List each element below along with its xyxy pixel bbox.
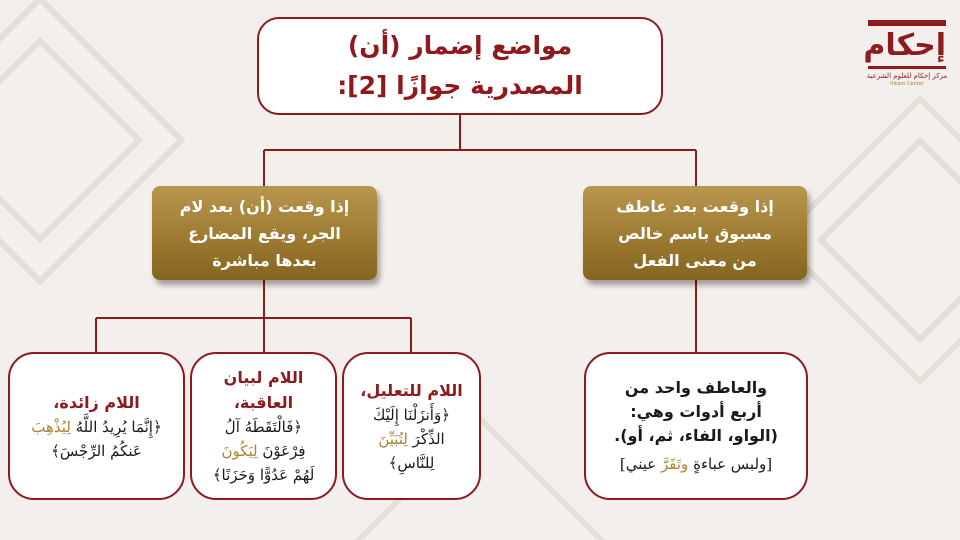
leaf-lam-taalil-verse: [373, 403, 450, 475]
example-highlight: وتَقَرَّ: [661, 455, 689, 473]
title-line-1: مواضع إضمار (أن): [347, 31, 573, 60]
verse-highlight: لِيُذْهِبَ: [31, 417, 71, 436]
verse-highlight: لِتُبَيِّنَ: [378, 429, 408, 448]
branch-right-line-2: مسبوق باسم خالص: [618, 223, 772, 243]
leaf-lam-aqiba-title-1: اللام لبيان: [223, 368, 304, 387]
logo-subtitle: مركز إحكام للعلوم الشرعية: [866, 72, 948, 80]
verse-text: ﴿إِنَّمَا يُرِيدُ اللَّهُ: [70, 417, 162, 436]
title-line-2: المصدرية جوازًا [2]:: [337, 71, 583, 100]
branch-left-line-1: إذا وقعت (أن) بعد لام: [179, 196, 350, 216]
verse-text: لَهُمْ عَدُوًّا وَحَزَنًا﴾: [212, 466, 315, 484]
verse-text: عَنكُمُ الرِّجْسَ﴾: [51, 441, 142, 460]
leaf-lam-aqiba-verse: [213, 415, 315, 487]
verse-text: ﴿وَأَنزَلْنَا إِلَيْكَ: [373, 405, 450, 424]
example-text: عيني]: [619, 455, 662, 473]
branch-left-line-2: الجر، ويقع المضارع: [188, 223, 341, 243]
branch-right-line-1: إذا وقعت بعد عاطف: [616, 196, 774, 216]
leaf-conjunction-line-2: أربع أدوات وهي:: [630, 402, 762, 421]
example-text: [ولبس عباءةٍ: [688, 455, 773, 473]
branch-right-line-3: من معنى الفعل: [633, 250, 757, 270]
leaf-conjunction: [584, 352, 808, 500]
leaf-lam-zaida: [8, 352, 185, 500]
leaf-lam-aqiba-title-2: العاقبة،: [233, 393, 294, 412]
branch-lam-jarr: [152, 186, 377, 280]
brand-logo: [862, 20, 952, 90]
verse-text: ﴿فَالْتَقَطَهُ آلُ: [224, 418, 303, 436]
logo-mark: إحكام: [868, 20, 946, 69]
branch-left-line-3: بعدها مباشرة: [212, 250, 317, 270]
leaf-conjunction-example: [620, 452, 772, 476]
verse-text: لِلنَّاسِ﴾: [388, 453, 435, 472]
verse-text: فِرْعَوْنَ: [257, 442, 306, 460]
verse-text: الذِّكْرَ: [407, 429, 445, 448]
branch-conjunction: [583, 186, 807, 280]
leaf-lam-taalil-title: اللام للتعليل،: [360, 380, 463, 400]
leaf-lam-zaida-verse: [31, 415, 162, 463]
logo-tagline: Ihkam Center: [890, 81, 924, 87]
leaf-conjunction-line-1: والعاطف واحد من: [624, 378, 768, 397]
leaf-lam-aqiba: [190, 352, 337, 500]
leaf-conjunction-line-3: (الواو، الفاء، ثم، أو).: [614, 426, 778, 445]
root-title-box: [257, 17, 663, 115]
leaf-lam-taalil: [342, 352, 481, 500]
leaf-lam-zaida-title: اللام زائدة،: [53, 392, 140, 412]
verse-highlight: لِيَكُونَ: [221, 442, 258, 460]
